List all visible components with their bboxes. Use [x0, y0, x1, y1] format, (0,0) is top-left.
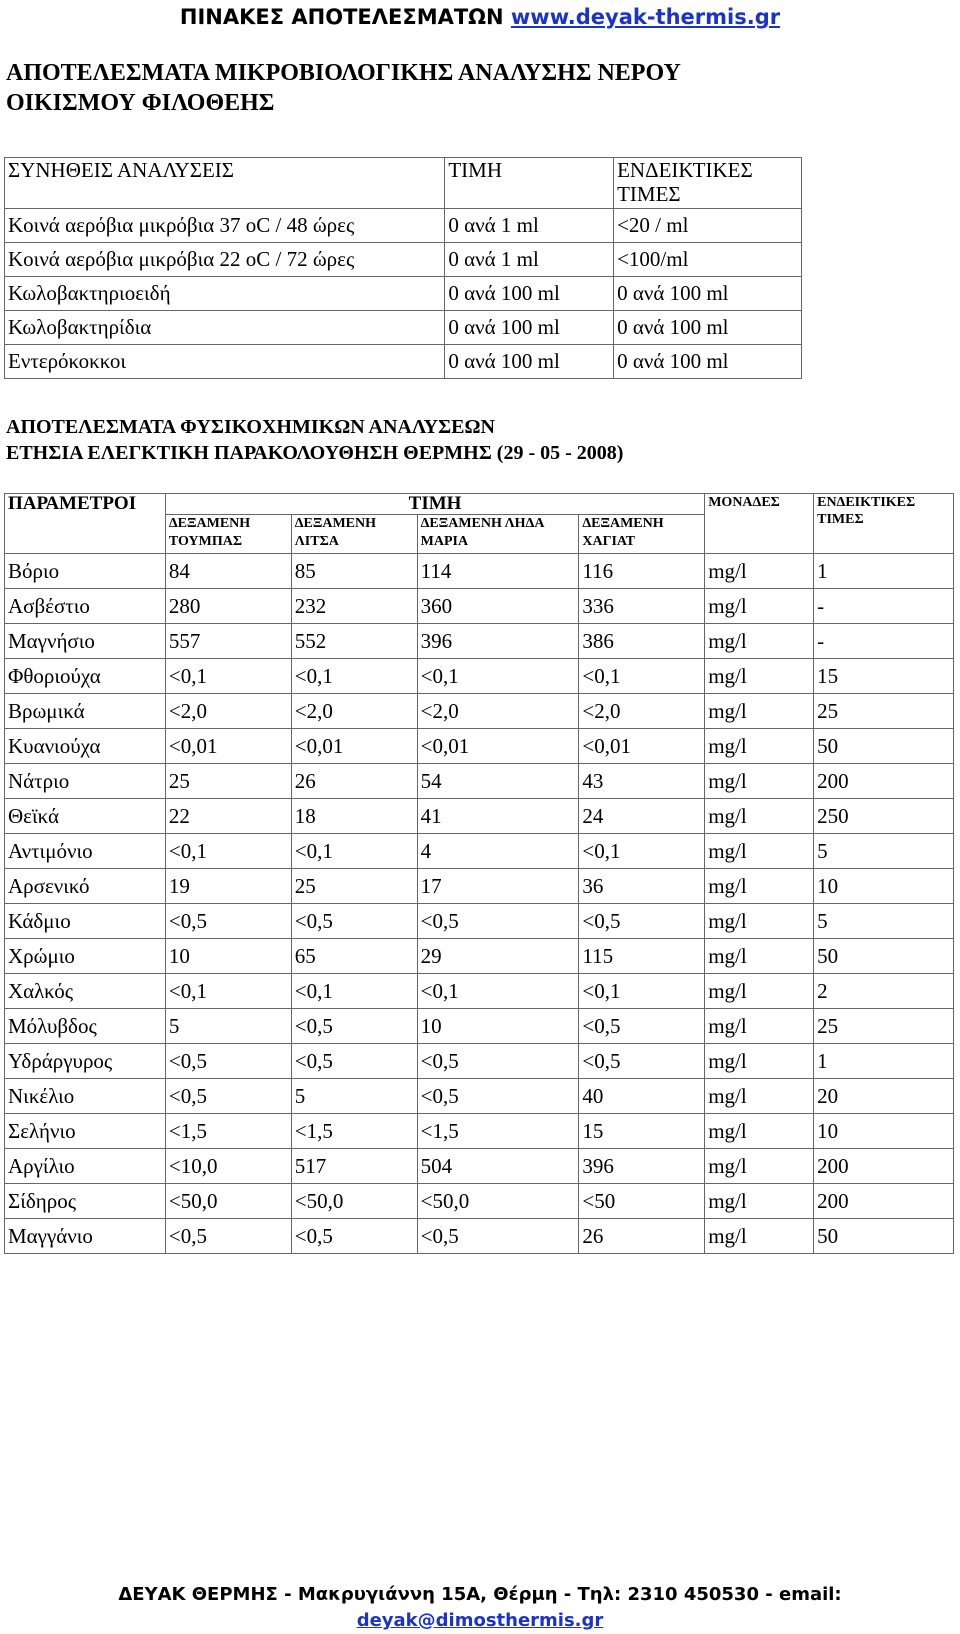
unit: mg/l	[705, 694, 814, 729]
value-litsa: <0,5	[291, 1009, 417, 1044]
value-chagiat: <0,5	[579, 1009, 705, 1044]
value-litsa: <0,5	[291, 1219, 417, 1254]
value-toumpa: 5	[165, 1009, 291, 1044]
micro-header-row	[5, 158, 802, 209]
table-row	[5, 1114, 954, 1149]
micro-header-value: ΤΙΜΗ	[445, 158, 614, 209]
value-chagiat: 386	[579, 624, 705, 659]
unit: mg/l	[705, 834, 814, 869]
indicative-value: 15	[814, 659, 954, 694]
tank-header-chagiat: ΔΕΞΑΜΕΝΗ ΧΑΓΙΑΤ	[579, 515, 705, 554]
parameter-name: Νικέλιο	[5, 1079, 166, 1114]
value-litsa: 25	[291, 869, 417, 904]
value-toumpa: 19	[165, 869, 291, 904]
table-row	[5, 1219, 954, 1254]
table-row	[5, 764, 954, 799]
phys-header-value: ΤΙΜΗ	[165, 494, 704, 515]
value-lida-maria: <0,5	[417, 1044, 579, 1079]
value-toumpa: <0,5	[165, 904, 291, 939]
value-lida-maria: 41	[417, 799, 579, 834]
value-litsa: <1,5	[291, 1114, 417, 1149]
indicative-value: 50	[814, 729, 954, 764]
unit: mg/l	[705, 1114, 814, 1149]
unit: mg/l	[705, 904, 814, 939]
unit: mg/l	[705, 1149, 814, 1184]
value-litsa: 5	[291, 1079, 417, 1114]
indicative-value: 1	[814, 554, 954, 589]
value-toumpa: 10	[165, 939, 291, 974]
table-row	[5, 974, 954, 1009]
analysis-value: 0 ανά 1 ml	[445, 243, 614, 277]
parameter-name: Ασβέστιο	[5, 589, 166, 624]
value-chagiat: <0,1	[579, 834, 705, 869]
value-litsa: 18	[291, 799, 417, 834]
page-header	[0, 2, 960, 32]
micro-title-line2: ΟΙΚΙΣΜΟΥ ΦΙΛΟΘΕΗΣ	[6, 90, 275, 116]
value-toumpa: 84	[165, 554, 291, 589]
table-row	[5, 1149, 954, 1184]
phys-header-row	[5, 494, 954, 515]
phys-table	[4, 493, 954, 1254]
phys-title-line1: ΑΠΟΤΕΛΕΣΜΑΤΑ ΦΥΣΙΚΟΧΗΜΙΚΩΝ ΑΝΑΛΥΣΕΩΝ	[6, 416, 495, 438]
page-footer	[0, 1582, 960, 1634]
analysis-indicative: <20 / ml	[614, 209, 802, 243]
micro-header-indicative: ΕΝΔΕΙΚΤΙΚΕΣ ΤΙΜΕΣ	[614, 158, 802, 209]
value-chagiat: 15	[579, 1114, 705, 1149]
phys-header-units: ΜΟΝΑΔΕΣ	[705, 494, 814, 554]
parameter-name: Νάτριο	[5, 764, 166, 799]
table-row	[5, 1184, 954, 1219]
unit: mg/l	[705, 1079, 814, 1114]
value-litsa: 552	[291, 624, 417, 659]
value-chagiat: <2,0	[579, 694, 705, 729]
phys-title-line2: ΕΤΗΣΙΑ ΕΛΕΓΚΤΙΚΗ ΠΑΡΑΚΟΛΟΥΘΗΣΗ ΘΕΡΜΗΣ (29 - 05 - 2008)	[6, 442, 624, 464]
indicative-value: 25	[814, 694, 954, 729]
table-row	[5, 589, 954, 624]
indicative-value: 25	[814, 1009, 954, 1044]
table-row	[5, 1079, 954, 1114]
value-lida-maria: <0,1	[417, 974, 579, 1009]
micro-title	[6, 58, 766, 118]
value-lida-maria: <0,01	[417, 729, 579, 764]
table-row	[5, 1009, 954, 1044]
table-row	[5, 624, 954, 659]
header-title: ΠΙΝΑΚΕΣ ΑΠΟΤΕΛΕΣΜΑΤΩΝ	[179, 5, 504, 29]
value-toumpa: <0,01	[165, 729, 291, 764]
parameter-name: Κάδμιο	[5, 904, 166, 939]
value-chagiat: <0,1	[579, 659, 705, 694]
indicative-value: 200	[814, 1149, 954, 1184]
indicative-value: 10	[814, 1114, 954, 1149]
indicative-value: 5	[814, 834, 954, 869]
value-litsa: <50,0	[291, 1184, 417, 1219]
value-toumpa: <0,1	[165, 659, 291, 694]
website-link[interactable]: www.deyak-thermis.gr	[510, 5, 781, 29]
indicative-value: 200	[814, 764, 954, 799]
unit: mg/l	[705, 624, 814, 659]
value-lida-maria: <50,0	[417, 1184, 579, 1219]
indicative-value: 2	[814, 974, 954, 1009]
table-row	[5, 694, 954, 729]
value-chagiat: 43	[579, 764, 705, 799]
table-row	[5, 799, 954, 834]
tank-header-lida-maria: ΔΕΞΑΜΕΝΗ ΛΗΔΑ ΜΑΡΙΑ	[417, 515, 579, 554]
value-lida-maria: 360	[417, 589, 579, 624]
analysis-name: Κοινά αερόβια μικρόβια 22 oC / 72 ώρες	[5, 243, 445, 277]
value-litsa: <2,0	[291, 694, 417, 729]
footer-email-link[interactable]: deyak@dimosthermis.gr	[356, 1610, 604, 1631]
parameter-name: Σίδηρος	[5, 1184, 166, 1219]
value-chagiat: <0,01	[579, 729, 705, 764]
parameter-name: Μόλυβδος	[5, 1009, 166, 1044]
unit: mg/l	[705, 1009, 814, 1044]
indicative-value: 50	[814, 939, 954, 974]
value-toumpa: 280	[165, 589, 291, 624]
unit: mg/l	[705, 799, 814, 834]
table-row	[5, 209, 802, 243]
value-chagiat: <0,1	[579, 974, 705, 1009]
unit: mg/l	[705, 659, 814, 694]
value-toumpa: <0,5	[165, 1219, 291, 1254]
value-litsa: 65	[291, 939, 417, 974]
value-toumpa: 25	[165, 764, 291, 799]
micro-table	[4, 157, 802, 379]
analysis-indicative: 0 ανά 100 ml	[614, 311, 802, 345]
value-lida-maria: 29	[417, 939, 579, 974]
value-toumpa: 557	[165, 624, 291, 659]
table-row	[5, 939, 954, 974]
unit: mg/l	[705, 729, 814, 764]
value-chagiat: 396	[579, 1149, 705, 1184]
parameter-name: Μαγγάνιο	[5, 1219, 166, 1254]
phys-header-params: ΠΑΡΑΜΕΤΡΟΙ	[5, 494, 166, 554]
value-lida-maria: 54	[417, 764, 579, 799]
analysis-value: 0 ανά 100 ml	[445, 277, 614, 311]
unit: mg/l	[705, 554, 814, 589]
table-row	[5, 554, 954, 589]
value-chagiat: 115	[579, 939, 705, 974]
value-lida-maria: <0,5	[417, 1079, 579, 1114]
parameter-name: Αρσενικό	[5, 869, 166, 904]
unit: mg/l	[705, 764, 814, 799]
value-litsa: 517	[291, 1149, 417, 1184]
value-toumpa: <0,5	[165, 1079, 291, 1114]
parameter-name: Αργίλιο	[5, 1149, 166, 1184]
parameter-name: Υδράργυρος	[5, 1044, 166, 1079]
value-lida-maria: 17	[417, 869, 579, 904]
table-row	[5, 277, 802, 311]
unit: mg/l	[705, 1184, 814, 1219]
value-lida-maria: <0,1	[417, 659, 579, 694]
indicative-value: 10	[814, 869, 954, 904]
value-chagiat: <0,5	[579, 904, 705, 939]
parameter-name: Θεϊκά	[5, 799, 166, 834]
parameter-name: Κυανιούχα	[5, 729, 166, 764]
parameter-name: Χρώμιο	[5, 939, 166, 974]
value-litsa: <0,01	[291, 729, 417, 764]
table-row	[5, 904, 954, 939]
indicative-value: -	[814, 589, 954, 624]
table-row	[5, 729, 954, 764]
table-row	[5, 659, 954, 694]
value-chagiat: <50	[579, 1184, 705, 1219]
value-lida-maria: <0,5	[417, 904, 579, 939]
tank-header-toumpa: ΔΕΞΑΜΕΝΗ ΤΟΥΜΠΑΣ	[165, 515, 291, 554]
value-litsa: 26	[291, 764, 417, 799]
table-row	[5, 869, 954, 904]
parameter-name: Αντιμόνιο	[5, 834, 166, 869]
value-chagiat: 36	[579, 869, 705, 904]
analysis-name: Κωλοβακτηρίδια	[5, 311, 445, 345]
analysis-name: Κοινά αερόβια μικρόβια 37 oC / 48 ώρες	[5, 209, 445, 243]
table-row	[5, 311, 802, 345]
unit: mg/l	[705, 1044, 814, 1079]
tank-header-litsa: ΔΕΞΑΜΕΝΗ ΛΙΤΣΑ	[291, 515, 417, 554]
value-litsa: 85	[291, 554, 417, 589]
value-toumpa: <50,0	[165, 1184, 291, 1219]
value-litsa: <0,1	[291, 834, 417, 869]
parameter-name: Χαλκός	[5, 974, 166, 1009]
unit: mg/l	[705, 589, 814, 624]
value-toumpa: <0,5	[165, 1044, 291, 1079]
unit: mg/l	[705, 939, 814, 974]
value-chagiat: 24	[579, 799, 705, 834]
value-lida-maria: <1,5	[417, 1114, 579, 1149]
value-toumpa: <0,1	[165, 974, 291, 1009]
value-chagiat: 40	[579, 1079, 705, 1114]
value-lida-maria: 504	[417, 1149, 579, 1184]
table-row	[5, 345, 802, 379]
value-lida-maria: 114	[417, 554, 579, 589]
parameter-name: Βρωμικά	[5, 694, 166, 729]
table-row	[5, 243, 802, 277]
analysis-indicative: 0 ανά 100 ml	[614, 345, 802, 379]
indicative-value: 5	[814, 904, 954, 939]
table-row	[5, 834, 954, 869]
value-chagiat: 26	[579, 1219, 705, 1254]
value-lida-maria: 396	[417, 624, 579, 659]
phys-title	[6, 414, 906, 466]
analysis-value: 0 ανά 100 ml	[445, 345, 614, 379]
value-litsa: <0,5	[291, 904, 417, 939]
unit: mg/l	[705, 1219, 814, 1254]
parameter-name: Φθοριούχα	[5, 659, 166, 694]
indicative-value: 20	[814, 1079, 954, 1114]
indicative-value: 50	[814, 1219, 954, 1254]
value-lida-maria: <0,5	[417, 1219, 579, 1254]
indicative-value: -	[814, 624, 954, 659]
parameter-name: Μαγνήσιο	[5, 624, 166, 659]
analysis-indicative: <100/ml	[614, 243, 802, 277]
micro-header-analyses: ΣΥΝΗΘΕΙΣ ΑΝΑΛΥΣΕΙΣ	[5, 158, 445, 209]
indicative-value: 200	[814, 1184, 954, 1219]
analysis-indicative: 0 ανά 100 ml	[614, 277, 802, 311]
parameter-name: Βόριο	[5, 554, 166, 589]
value-toumpa: <1,5	[165, 1114, 291, 1149]
phys-header-indicative: ΕΝΔΕΙΚΤΙΚΕΣ ΤΙΜΕΣ	[814, 494, 954, 554]
value-toumpa: <0,1	[165, 834, 291, 869]
unit: mg/l	[705, 869, 814, 904]
value-toumpa: 22	[165, 799, 291, 834]
analysis-value: 0 ανά 1 ml	[445, 209, 614, 243]
analysis-value: 0 ανά 100 ml	[445, 311, 614, 345]
value-chagiat: <0,5	[579, 1044, 705, 1079]
value-chagiat: 116	[579, 554, 705, 589]
value-lida-maria: <2,0	[417, 694, 579, 729]
micro-title-line1: ΑΠΟΤΕΛΕΣΜΑΤΑ ΜΙΚΡΟΒΙΟΛΟΓΙΚΗΣ ΑΝΑΛΥΣΗΣ ΝΕΡΟΥ	[6, 60, 681, 86]
value-litsa: <0,5	[291, 1044, 417, 1079]
value-litsa: <0,1	[291, 659, 417, 694]
parameter-name: Σελήνιο	[5, 1114, 166, 1149]
value-toumpa: <2,0	[165, 694, 291, 729]
indicative-value: 1	[814, 1044, 954, 1079]
value-chagiat: 336	[579, 589, 705, 624]
value-litsa: <0,1	[291, 974, 417, 1009]
value-lida-maria: 10	[417, 1009, 579, 1044]
value-lida-maria: 4	[417, 834, 579, 869]
unit: mg/l	[705, 974, 814, 1009]
value-toumpa: <10,0	[165, 1149, 291, 1184]
table-row	[5, 1044, 954, 1079]
value-litsa: 232	[291, 589, 417, 624]
analysis-name: Εντερόκοκκοι	[5, 345, 445, 379]
analysis-name: Κωλοβακτηριοειδή	[5, 277, 445, 311]
footer-text: ΔΕΥΑΚ ΘΕΡΜΗΣ - Μακρυγιάννη 15Α, Θέρμη - Τηλ: 2310 450530 - email:	[118, 1584, 842, 1605]
indicative-value: 250	[814, 799, 954, 834]
